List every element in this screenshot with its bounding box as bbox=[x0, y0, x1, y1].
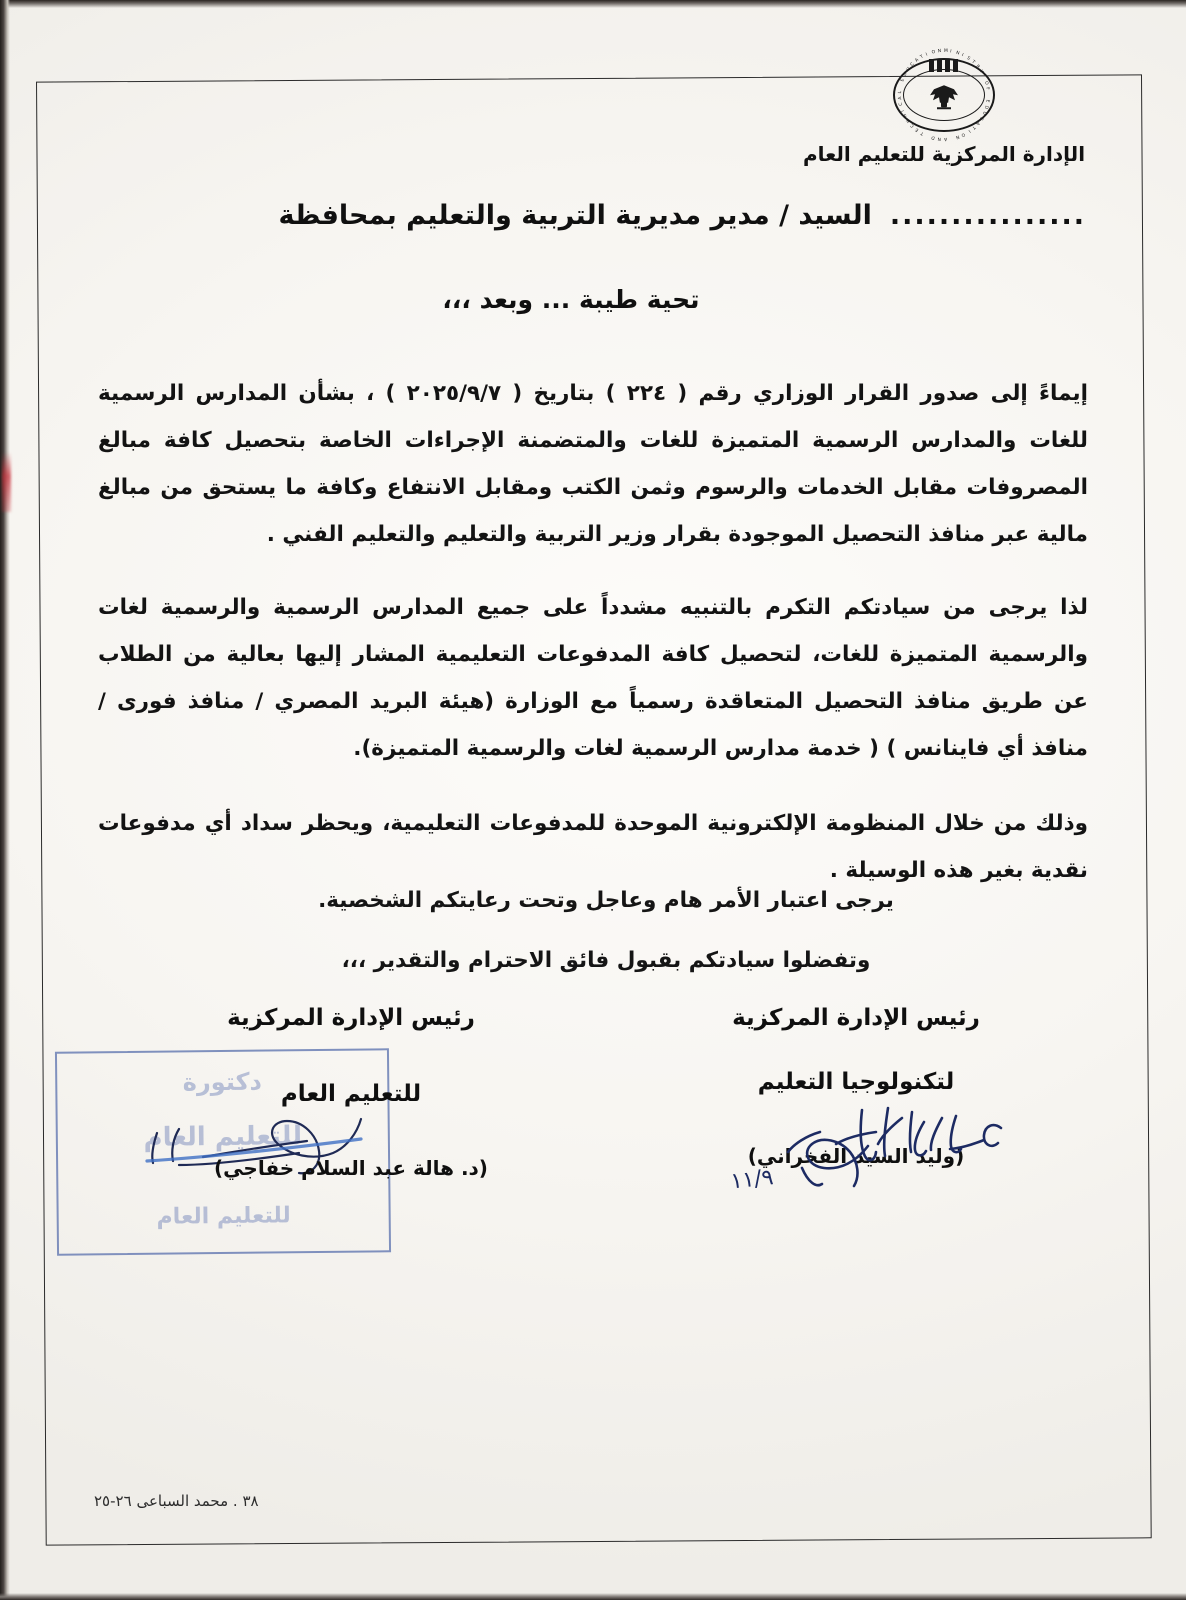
signature-block-right bbox=[646, 1000, 1066, 1172]
signature-left-title: رئيس الإدارة المركزية bbox=[227, 1005, 475, 1031]
signature-area bbox=[36, 1000, 1146, 1260]
stamp-line-2: للتعليم العام bbox=[143, 1121, 303, 1153]
letterhead bbox=[784, 48, 1104, 166]
footer-text: ٣٨ . محمد السباعى ٢٦-٢٥ bbox=[94, 1492, 259, 1510]
red-ink-smudge bbox=[2, 452, 11, 512]
body-paragraph-1: إيماءً إلى صدور القرار الوزاري رقم ( ٢٢٤ ) بتاريخ ( ٢٠٢٥/٩/٧ ) ، بشأن المدارس الرسمية للغات والمدارس الرسمية المتميزة للغات والمتضمنة الإجراءات الخاصة بتحصيل كافة مبالغ المصروفات مقابل الخدمات والرسوم وثمن الكتب ومقابل الانتفاع وكافة ما يستحق من مبالغ مالية عبر منافذ التحصيل الموجودة بقرار وزير التربية والتعليم والتعليم الفني . bbox=[98, 380, 1088, 547]
stamp-line-1: دكتورة bbox=[182, 1067, 262, 1097]
signature-right-title: رئيس الإدارة المركزية bbox=[732, 1005, 980, 1031]
scan-edge-left bbox=[0, 0, 10, 1600]
ministry-emblem-icon bbox=[893, 48, 995, 142]
scan-edge-bottom bbox=[0, 1593, 1186, 1600]
letter-document bbox=[36, 40, 1146, 1560]
page-footer bbox=[36, 1492, 1146, 1510]
salutation-row bbox=[166, 200, 1086, 231]
signature-date-mark: ١١/٩ bbox=[729, 1165, 775, 1195]
scan-edge-top bbox=[0, 0, 1186, 8]
signature-right-name: (وليد السيد الفخراني) bbox=[747, 1144, 965, 1168]
letterhead-title: الإدارة المركزية للتعليم العام bbox=[802, 142, 1086, 166]
closing-line-1: يرجى اعتبار الأمر هام وعاجل وتحت رعايتكم الشخصية. bbox=[318, 888, 894, 913]
body-paragraph-2: لذا يرجى من سيادتكم التكرم بالتنبيه مشدداً على جميع المدارس الرسمية والرسمية لغات والرسمية المتميزة للغات، لتحصيل كافة المدفوعات التعليمية المشار إليها بعالية من الطلاب عن طريق منافذ التحصيل المتعاقدة رسمياً مع الوزارة (هيئة البريد المصري / منافذ فورى / منافذ أي فاينانس ) ( خدمة مدارس الرسمية لغات والرسمية المتميزة). bbox=[98, 594, 1088, 761]
signature-right-subtitle: لتكنولوجيا التعليم bbox=[757, 1069, 955, 1095]
emblem-crown-shape bbox=[929, 59, 959, 72]
signature-left-subtitle: للتعليم العام bbox=[280, 1081, 422, 1107]
salutation-text: السيد / مدير مديرية التربية والتعليم بمحافظة bbox=[278, 200, 872, 231]
body-paragraph-3: وذلك من خلال المنظومة الإلكترونية الموحدة للمدفوعات التعليمية، ويحظر سداد أي مدفوعات نقدية بغير هذه الوسيلة . bbox=[98, 810, 1088, 883]
greeting-line: تحية طيبة ... وبعد ،،، bbox=[442, 285, 700, 314]
signature-block-left bbox=[141, 1000, 561, 1184]
salutation-blank-dots: ................ bbox=[889, 200, 1086, 231]
emblem-ring-text: M I N I S T R Y O F E D U C A T I O N A N D T E C H N I C A L E D U C A T I O N bbox=[897, 48, 990, 142]
closing-line-2: وتفضلوا سيادتكم بقبول فائق الاحترام والتقدير ،،، bbox=[341, 948, 871, 973]
eagle-icon bbox=[921, 76, 967, 112]
stamp-line-3: للتعليم العام bbox=[156, 1203, 291, 1230]
signature-left-name: (د. هالة عبد السلام خفاجي) bbox=[214, 1156, 488, 1180]
